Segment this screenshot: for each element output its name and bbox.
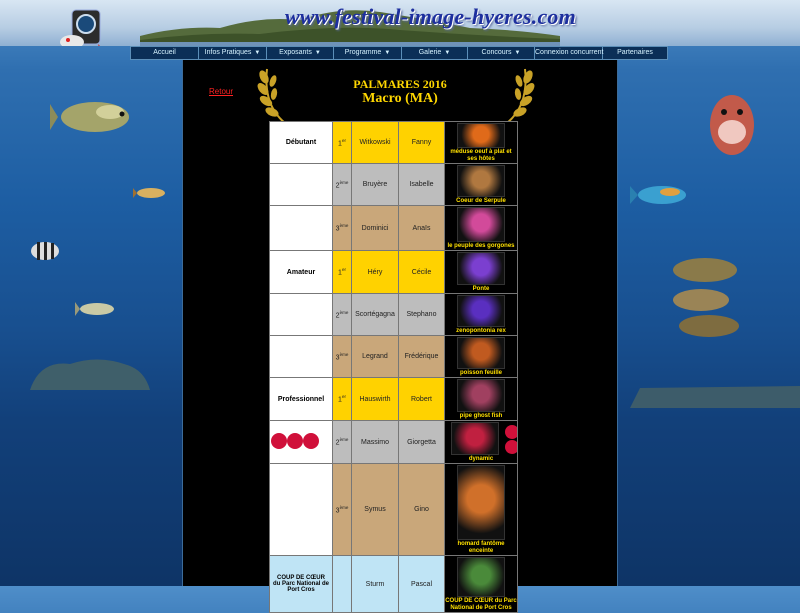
rank-suffix: ème: [339, 437, 349, 443]
fish-image: [702, 90, 762, 160]
wreck-image: [30, 350, 150, 390]
photo-cell[interactable]: [445, 164, 518, 206]
back-link[interactable]: Retour: [209, 87, 234, 96]
category-cell: [270, 378, 333, 421]
photo-cell[interactable]: [445, 206, 518, 251]
last-name-cell: Dominici: [352, 206, 399, 251]
rank-number: 3: [335, 507, 340, 515]
table-row: [270, 421, 518, 464]
category-cell: [270, 556, 333, 613]
last-name-cell: Legrand: [352, 336, 399, 378]
last-name-cell: Hauswirth: [352, 378, 399, 421]
fish-image: [133, 185, 169, 201]
rank-cell: [333, 378, 352, 421]
last-name-cell: Bruyère: [352, 164, 399, 206]
caret-down-icon: ▼: [384, 50, 391, 56]
nav-item-label: Exposants: [279, 49, 312, 56]
category-label: COUP DE CŒUR du Parc National de Port Cros: [273, 575, 330, 593]
red-dots-icon: [504, 425, 518, 455]
results-table: [269, 121, 518, 613]
festival-logo[interactable]: [58, 4, 108, 46]
photo-cell[interactable]: [445, 421, 518, 464]
caret-down-icon: ▼: [514, 50, 521, 56]
fish-image: [75, 298, 119, 320]
photo-caption: homard fantôme enceinte: [457, 541, 505, 554]
table-row: [270, 556, 518, 613]
table-row: [270, 164, 518, 206]
nav-item-programme[interactable]: [334, 47, 402, 59]
first-name-cell: Gino: [399, 464, 445, 556]
photo-caption: COUP DE CŒUR du Parc National de Port Cros: [445, 598, 517, 611]
last-name-cell: Massimo: [352, 421, 399, 464]
last-name-cell: Sturm: [352, 556, 399, 613]
rank-suffix: ème: [339, 179, 349, 185]
content-panel: [182, 60, 618, 611]
first-name-cell: Anaïs: [399, 206, 445, 251]
rank-number: 3: [335, 354, 340, 362]
nav-item-accueil[interactable]: [131, 47, 199, 59]
rank-suffix: ème: [339, 351, 349, 357]
photo-caption: dynamic: [468, 456, 494, 462]
rank-cell: [333, 164, 352, 206]
photo-caption: Ponte: [472, 286, 490, 292]
category-label: Professionnel: [277, 395, 325, 403]
laurel-right-icon: [501, 65, 537, 125]
first-name-cell: Fanny: [399, 122, 445, 164]
photo-caption: méduse oeuf à plat et ses hôtes: [450, 149, 512, 162]
photo-caption: le peuple des gorgones: [447, 243, 515, 249]
first-name-cell: Frédérique: [399, 336, 445, 378]
photo-thumbnail[interactable]: [457, 557, 505, 597]
fish-image: [630, 180, 692, 210]
caret-down-icon: ▼: [314, 50, 321, 56]
table-row: [270, 336, 518, 378]
photo-caption: poisson feuille: [459, 370, 502, 376]
site-header: [0, 0, 800, 46]
nav-item-label: Galerie: [418, 49, 442, 56]
rank-cell: [333, 464, 352, 556]
rank-cell: [333, 206, 352, 251]
rank-cell: [333, 556, 352, 613]
table-row: [270, 464, 518, 556]
fish-image: [50, 92, 140, 142]
last-name-cell: Symus: [352, 464, 399, 556]
photo-thumbnail[interactable]: [457, 252, 505, 285]
photo-thumbnail[interactable]: [451, 422, 499, 455]
nav-item-label: Concours: [481, 49, 512, 56]
nav-item-concours[interactable]: [468, 47, 535, 59]
rank-cell: [333, 294, 352, 336]
caret-down-icon: ▼: [254, 50, 261, 56]
rank-cell: [333, 251, 352, 294]
rank-suffix: ème: [339, 309, 349, 315]
nav-item-label: Infos Pratiques: [204, 49, 252, 56]
first-name-cell: Giorgetta: [399, 421, 445, 464]
laurel-left-icon: [255, 65, 291, 125]
category-label: Amateur: [286, 268, 316, 276]
page-title: [303, 77, 497, 107]
photo-thumbnail[interactable]: [457, 295, 505, 327]
rank-number: 2: [335, 439, 340, 447]
rank-cell: [333, 122, 352, 164]
main-nav: [130, 46, 668, 60]
category-cell: [270, 122, 333, 164]
table-row: [270, 206, 518, 251]
photo-thumbnail[interactable]: [457, 379, 505, 412]
rank-number: 2: [335, 312, 340, 320]
nav-item-exposants[interactable]: [267, 47, 334, 59]
category-cell: [270, 206, 333, 251]
photo-caption: zenopontonia rex: [456, 328, 506, 334]
nav-item-galerie[interactable]: [402, 47, 468, 59]
nav-item-label: Accueil: [153, 49, 176, 56]
category-cell: [270, 421, 333, 464]
rank-suffix: ème: [339, 223, 349, 229]
table-row: [270, 251, 518, 294]
rank-number: 3: [335, 225, 340, 233]
table-row: [270, 122, 518, 164]
table-row: [270, 378, 518, 421]
photo-cell[interactable]: [445, 378, 518, 421]
last-name-cell: Scortégagna: [352, 294, 399, 336]
rank-cell: [333, 421, 352, 464]
photo-cell[interactable]: [445, 294, 518, 336]
first-name-cell: Robert: [399, 378, 445, 421]
page-title-line2: Macro (MA): [362, 91, 438, 106]
site-title[interactable]: www.festival-image-hyeres.com: [285, 4, 576, 29]
rank-number: 1: [338, 269, 342, 277]
table-row: [270, 294, 518, 336]
first-name-cell: Isabelle: [399, 164, 445, 206]
category-cell: [270, 164, 333, 206]
photo-thumbnail[interactable]: [457, 123, 505, 148]
photo-thumbnail[interactable]: [457, 337, 505, 369]
photo-cell[interactable]: [445, 122, 518, 164]
rank-suffix: er: [341, 394, 346, 400]
category-label: Débutant: [285, 139, 317, 146]
nav-item-label: Partenaires: [617, 49, 653, 56]
last-name-cell: Witkowski: [352, 122, 399, 164]
photo-thumbnail[interactable]: [457, 207, 505, 242]
nav-item-connexion-concurrent[interactable]: [535, 47, 603, 59]
photo-caption: Coeur de Serpule: [456, 198, 506, 204]
fish-image: [665, 250, 745, 340]
last-name-cell: Héry: [352, 251, 399, 294]
photo-cell[interactable]: [445, 556, 518, 613]
caret-down-icon: ▼: [444, 50, 451, 56]
category-cell: [270, 251, 333, 294]
rank-number: 2: [335, 182, 340, 190]
category-cell: [270, 294, 333, 336]
nav-item-label: Programme: [344, 49, 382, 56]
rank-suffix: er: [341, 137, 346, 143]
rank-number: 1: [338, 396, 342, 404]
photo-caption: pipe ghost fish: [459, 413, 503, 419]
photo-cell[interactable]: [445, 336, 518, 378]
first-name-cell: Stephano: [399, 294, 445, 336]
category-cell: [270, 464, 333, 556]
rank-number: 1: [338, 140, 342, 148]
rank-cell: [333, 336, 352, 378]
page-title-line1: PALMARES 2016: [353, 77, 447, 91]
photo-thumbnail[interactable]: [457, 165, 505, 197]
wreck-image: [630, 368, 800, 408]
category-cell: [270, 336, 333, 378]
photo-cell[interactable]: [445, 464, 518, 556]
first-name-cell: Cécile: [399, 251, 445, 294]
fish-image: [28, 238, 62, 264]
rank-suffix: er: [341, 267, 346, 273]
photo-thumbnail[interactable]: [457, 465, 505, 540]
nav-item-label: Connexion concurrent: [535, 49, 604, 56]
nav-item-partenaires[interactable]: [603, 47, 667, 59]
rank-suffix: ème: [339, 504, 349, 510]
photo-cell[interactable]: [445, 251, 518, 294]
first-name-cell: Pascal: [399, 556, 445, 613]
nav-item-infos-pratiques[interactable]: [199, 47, 267, 59]
red-dots-icon: [270, 432, 320, 450]
